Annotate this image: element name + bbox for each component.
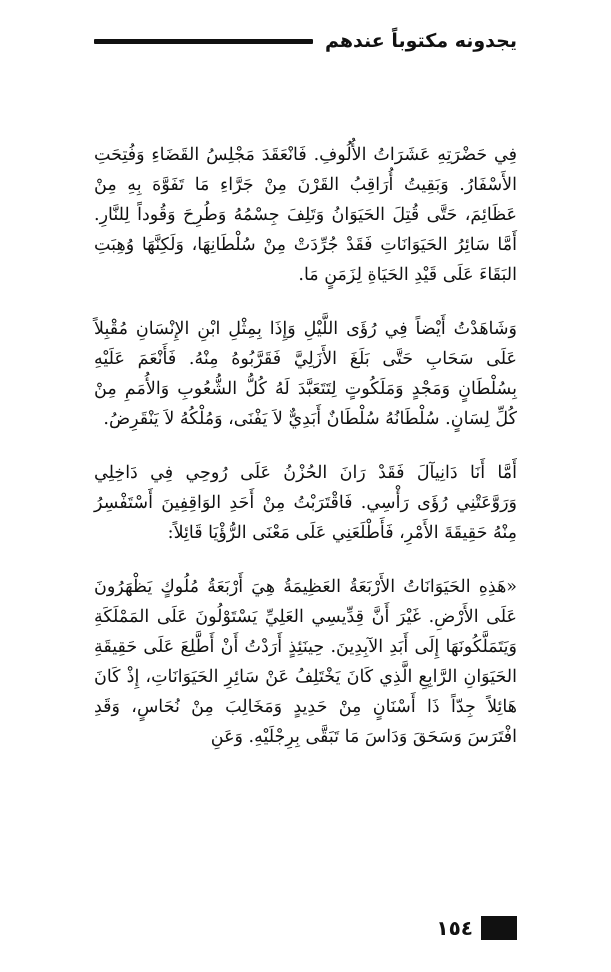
paragraph-2: وَشَاهَدْتُ أَيْضاً فِي رُؤَى اللَّيْلِ وَإِذَا بِمِثْلِ ابْنِ الإِنْسَانِ مُقْبِلاً عَلَى سَحَابِ حَتَّى بَلَغَ الأَزَلِيَّ فَقَرَّبُوهُ مِنْهُ. فَأَنْعَمَ عَلَيْهِ بِسُلْطَانٍ وَمَجْدٍ وَمَلَكُوتٍ لِتَتَعَبَّدَ لَهُ كُلُّ الشُّعُوبِ وَالأُمَمِ مِنْ كُلِّ لِسَانٍ. سُلْطَانُهُ سُلْطَانٌ أَبَدِيٌّ لاَ يَفْنَى، وَمُلْكُهُ لاَ يَنْقَرِضُ. bbox=[94, 319, 517, 429]
paragraph-3: أَمَّا أَنَا دَانِيآلَ فَقَدْ رَانَ الحُزْنُ عَلَى رُوحِي فِي دَاخِلِي وَرَوَّعَتْنِي رُؤَى رَأْسِي. فَاقْتَرَبْتُ مِنْ أَحَدِ الوَاقِفِينَ أَسْتَفْسِرُ مِنْهُ حَقِيقَةَ الأَمْرِ، فَأَطْلَعَنِي عَلَى مَعْنَى الرُّؤْيَا قَائِلاً: bbox=[94, 463, 517, 543]
page-number: ١٥٤ bbox=[436, 916, 473, 940]
header-rule bbox=[94, 39, 313, 44]
header-title: يجدونه مكتوباً عندهم bbox=[324, 30, 517, 52]
body-text bbox=[94, 140, 517, 776]
paragraph-1: فِي حَضْرَتِهِ عَشَرَاتُ الأُلُوفِ. فَانْعَقَدَ مَجْلِسُ القَضَاءِ وَفُتِحَتِ الأَسْفَارُ. وَبَقِيتُ أُرَاقِبُ القَرْنَ مِنْ جَرَّاءِ مَا تَفَوَّهَ بِهِ مِنْ عَظَائِمَ، حَتَّى قُتِلَ الحَيَوَانُ وَتَلِفَ جِسْمُهُ وَطُرِحَ وَقُوداً لِلنَّارِ. أَمَّا سَائِرُ الحَيَوَانَاتِ فَقَدْ جُرِّدَتْ مِنْ سُلْطَانِهَا، وَلَكِنَّهَا وُهِبَتِ البَقَاءَ عَلَى قَيْدِ الحَيَاةِ لِزَمَنٍ مَا. bbox=[94, 145, 517, 285]
running-header bbox=[94, 26, 517, 56]
folio-block bbox=[481, 916, 517, 940]
paragraph-4: «هَذِهِ الحَيَوَانَاتُ الأَرْبَعَةُ العَظِيمَةُ هِيَ أَرْبَعَةُ مُلُوكٍ يَظْهَرُونَ عَلَى الأَرْضِ. غَيْرَ أَنَّ قِدِّيسِي العَلِيِّ يَسْتَوْلُونَ عَلَى المَمْلَكَةِ وَيَتَمَلَّكُونَهَا إِلَى أَبَدِ الآبِدِينَ. حِينَئِذٍ أَرَدْتُ أَنْ أَطَّلِعَ عَلَى حَقِيقَةِ الحَيَوَانِ الرَّابِعِ الَّذِي كَانَ يَخْتَلِفُ عَنْ سَائِرِ الحَيَوَانَاتِ، إِذْ كَانَ هَائِلاً جِدّاً ذَا أَسْنَانٍ مِنْ حَدِيدٍ وَمَخَالِبَ مِنْ نُحَاسٍ، وَقَدِ افْتَرَسَ وَسَحَقَ وَدَاسَ مَا تَبَقَّى بِرِجْلَيْهِ. وَعَنِ bbox=[94, 577, 517, 747]
page-footer bbox=[436, 914, 517, 942]
